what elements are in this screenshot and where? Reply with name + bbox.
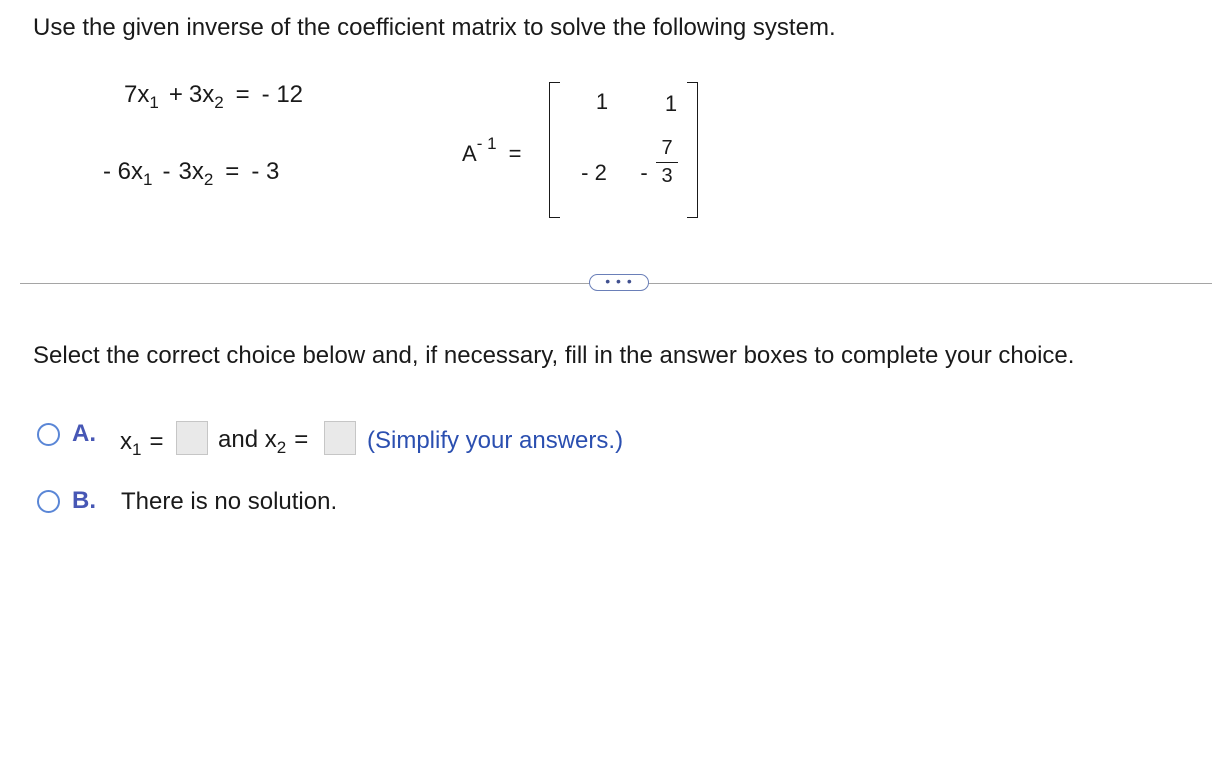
matrix-left-bracket — [549, 82, 560, 218]
eq1-rhs: - 12 — [261, 81, 304, 108]
choice-a-letter[interactable]: A. — [72, 420, 96, 447]
eq2-op: - — [162, 158, 171, 185]
x2-answer-box[interactable] — [324, 421, 356, 455]
eq2-term-a: - $6x_1$ — [103, 158, 153, 189]
choice-b-text[interactable]: There is no solution. — [121, 488, 338, 515]
fraction-denominator: 3 — [661, 165, 673, 187]
question-prompt: Use the given inverse of the coefficient matrix to solve the following system. — [33, 14, 836, 41]
matrix-r2c1: - 2 — [581, 160, 607, 185]
show-more-button[interactable]: • • • — [589, 274, 649, 291]
eq2-rhs: - 3 — [251, 158, 280, 185]
eq1-equals: = — [235, 81, 250, 108]
fraction-numerator: 7 — [661, 137, 673, 159]
choice-b-letter[interactable]: B. — [72, 487, 96, 514]
eq1-term-a: $7x_1$ — [124, 81, 159, 112]
inverse-label: $A^{- 1}$ = — [462, 134, 522, 166]
eq1-term-b: $3x_2$ — [188, 81, 224, 112]
matrix-r1c2: 1 — [664, 91, 678, 116]
choice-a-x2-label: and $x_2$ = — [218, 426, 309, 457]
fraction-bar — [656, 162, 678, 163]
choice-a-radio[interactable] — [37, 423, 60, 446]
x1-answer-box[interactable] — [176, 421, 208, 455]
choice-b-radio[interactable] — [37, 490, 60, 513]
matrix-r2c2-sign: - — [640, 160, 648, 185]
eq1-op: + — [168, 81, 183, 108]
equation-1 — [124, 81, 304, 112]
instruction-text: Select the correct choice below and, if necessary, fill in the answer boxes to complete your choice. — [33, 342, 1075, 369]
matrix-r1c1: 1 — [595, 89, 609, 114]
eq2-equals: = — [225, 158, 240, 185]
matrix-r2c2-fraction — [656, 137, 678, 187]
matrix-right-bracket — [687, 82, 698, 218]
simplify-hint: (Simplify your answers.) — [367, 427, 624, 454]
choice-a-x1-label: $x_1$ = — [120, 428, 164, 459]
equation-2 — [103, 158, 280, 189]
eq2-term-b: $3x_2$ — [178, 158, 214, 189]
